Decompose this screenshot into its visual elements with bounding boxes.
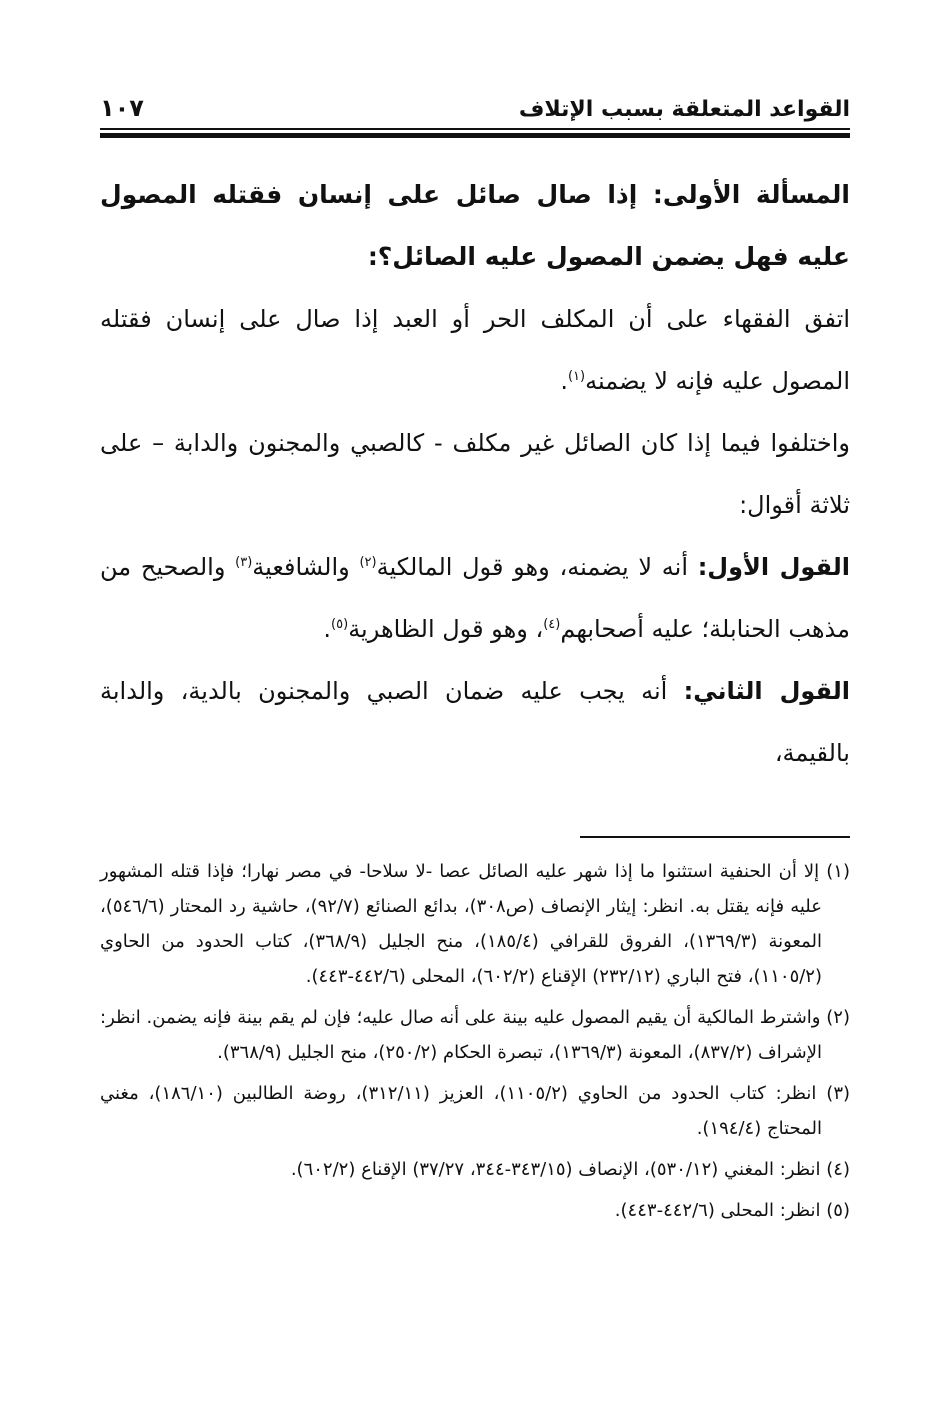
footnote-ref: (٣) [235, 555, 253, 570]
header-rule-thick [100, 133, 850, 138]
footnote-ref: (٢) [359, 555, 377, 570]
opinion-text: والصحيح من مذهب الحنابلة؛ عليه أصحابهم [100, 553, 850, 643]
paragraph-text: اتفق الفقهاء على أن المكلف الحر أو العبد إذا صال على إنسان فقتله المصول عليه فإنه لا يضمنه [100, 305, 850, 395]
paragraph-disagreement: واختلفوا فيما إذا كان الصائل غير مكلف - كالصبي والمجنون والدابة – على ثلاثة أقوال: [100, 429, 850, 519]
opinion-text: والشافعية [252, 553, 350, 581]
footnote-number: (٥) [826, 1200, 850, 1221]
opinion-text: ، وهو قول الظاهرية [348, 615, 544, 643]
opinion-text: أنه يجب عليه ضمان الصبي والمجنون بالدية، والدابة بالقيمة، [100, 677, 850, 767]
footnote-2 [100, 1000, 850, 1070]
running-header [100, 80, 850, 122]
footnotes [100, 854, 850, 1228]
footnote-text: واشترط المالكية أن يقيم المصول عليه بينة على أنه صال عليه؛ فإن لم يقم بينة فإنه يضمن. انظر: الإشراف (٨٣٧/٢)، المعونة (١٣٦٩/٣)، تبصرة الحكام (٢٥٠/٢)، منح الجليل (٣٦٨/٩). [100, 1007, 822, 1063]
paragraph-agreement [100, 288, 850, 412]
footnote-number: (٢) [826, 1007, 850, 1028]
footnote-separator [580, 836, 850, 838]
footnote-5 [100, 1193, 850, 1228]
opinion-label: القول الثاني: [683, 677, 850, 705]
issue-heading: المسألة الأولى: إذا صال صائل على إنسان فقتله المصول عليه فهل يضمن المصول عليه الصائل؟: [100, 180, 850, 271]
footnote-3 [100, 1076, 850, 1146]
chapter-title: القواعد المتعلقة بسبب الإتلاف [518, 97, 850, 122]
header-rule-thin [100, 128, 850, 130]
footnote-text: انظر: كتاب الحدود من الحاوي (١١٠٥/٢)، العزيز (٣١٢/١١)، روضة الطالبين (١٨٦/١٠)، مغني المحتاج (١٩٤/٤). [100, 1083, 822, 1139]
page [100, 80, 850, 1234]
footnote-text: انظر: المحلى (٤٤٢/٦-٤٤٣). [614, 1200, 821, 1221]
opinion-second [100, 660, 850, 784]
opinion-text: أنه لا يضمنه، وهو قول المالكية [376, 553, 688, 581]
opinion-text: . [323, 615, 332, 643]
opinion-first [100, 536, 850, 660]
footnote-1 [100, 854, 850, 994]
footnote-number: (٤) [826, 1159, 850, 1180]
footnote-text: إلا أن الحنفية استثنوا ما إذا شهر عليه الصائل عصا -لا سلاحا- في مصر نهارا؛ فإذا قتله المشهور عليه فإنه يقتل به. انظر: إيثار الإنصاف (ص٣٠٨)، بدائع الصنائع (٩٢/٧)، حاشية رد المحتار (٥٤٦/٦)، المعونة (١٣٦٩/٣)، الفروق للقرافي (١٨٥/٤)، منح الجليل (٣٦٨/٩)، كتاب الحدود من الحاوي (١١٠٥/٢)، فتح الباري (٢٣٢/١٢) الإقناع (٦٠٢/٢)، المحلى (٤٤٢/٦-٤٤٣). [100, 861, 823, 987]
footnote-ref: (٤) [543, 617, 561, 632]
opinion-label: القول الأول: [697, 553, 850, 581]
page-number: ١٠٧ [100, 94, 144, 122]
footnote-4 [100, 1152, 850, 1187]
footnote-ref: (١) [567, 369, 586, 384]
footnote-text: انظر: المغني (٥٣٠/١٢)، الإنصاف (٣٤٣/١٥-٣٤٤، ٣٧/٢٧) الإقناع (٦٠٢/٢). [290, 1159, 821, 1180]
footnote-ref: (٥) [331, 617, 349, 632]
paragraph-tail: . [560, 367, 568, 395]
footnote-number: (٣) [826, 1083, 851, 1104]
footnote-number: (١) [826, 861, 850, 882]
